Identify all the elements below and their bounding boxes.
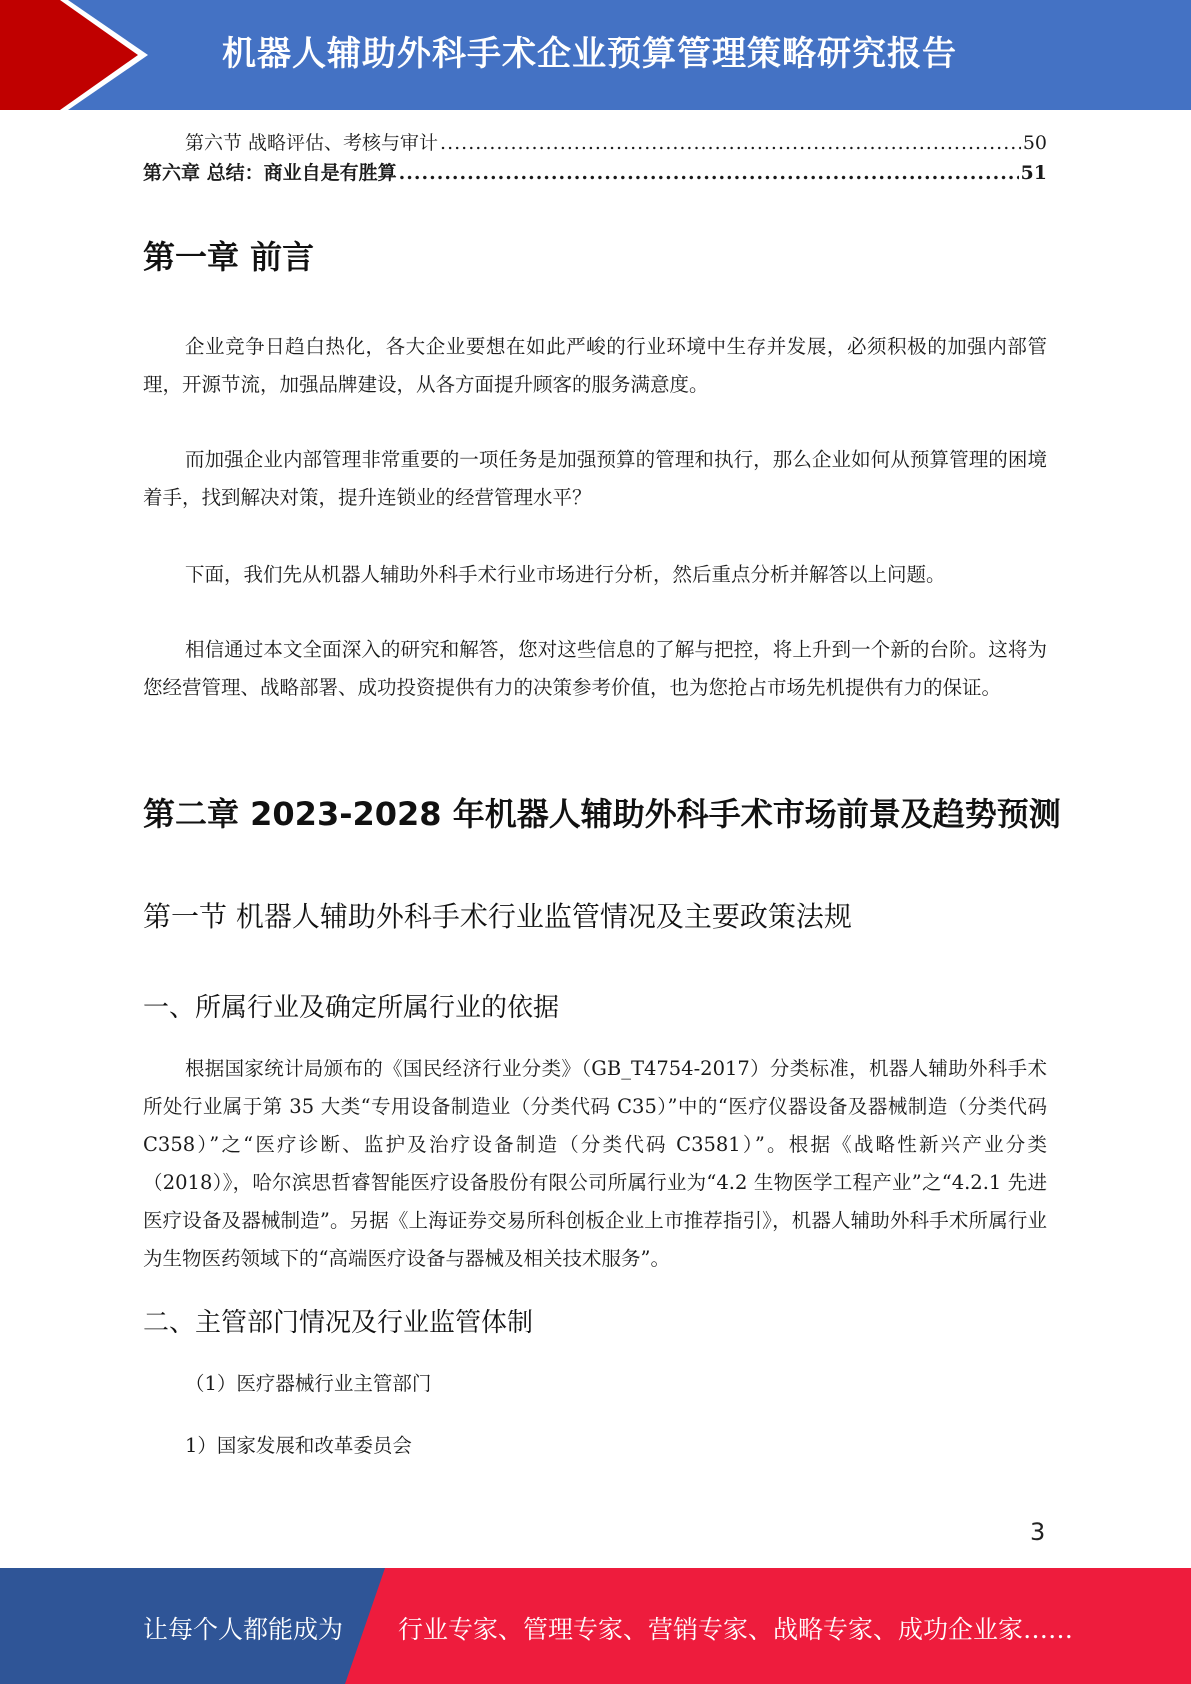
page-footer [0, 1568, 1191, 1684]
toc-item-label: 第六章 总结：商业自是有胜算 [143, 162, 397, 184]
toc-item-label: 第六节 战略评估、考核与审计 [185, 132, 439, 154]
toc-item-section6[interactable] [143, 129, 1047, 157]
page-header [0, 0, 1191, 110]
subsection2-title: 二、主管部门情况及行业监管体制 [143, 1308, 534, 1338]
chapter1-paragraph: 而加强企业内部管理非常重要的一项任务是加强预算的管理和执行，那么企业如何从预算管理的困境着手，找到解决对策，提升连锁业的经营管理水平？ [143, 448, 1047, 509]
header-title: 机器人辅助外科手术企业预算管理策略研究报告 [222, 34, 957, 74]
toc-item-page: 51 [1020, 162, 1047, 184]
subsection1-paragraph: 根据国家统计局颁布的《国民经济行业分类》（GB_T4754-2017）分类标准，机器人辅助外科手术所处行业属于第 35 大类“专用设备制造业（分类代码 C35）”中的“医疗仪器设备及器械制造（分类代码 C358）”之“医疗诊断、监护及治疗设备制造（分类代码 C3581）”。根据《战略性新兴产业分类（2018）》，哈尔滨思哲睿智能医疗设备股份有限公司所属行业为“4.2 生物医学工程产业”之“4.2.1 先进医疗设备及器械制造”。另据《上海证券交易所科创板企业上市推荐指引》，机器人辅助外科手术所属行业为生物医药领域下的“高端医疗设备与器械及相关技术服务”。 [143, 1057, 1047, 1270]
toc-dot-leader [440, 129, 1021, 157]
footer-slogan-right: 行业专家、管理专家、营销专家、战略专家、成功企业家…… [398, 1615, 1074, 1644]
footer-slogan-left: 让每个人都能成为 [143, 1615, 344, 1644]
chapter2-title: 第二章 2023-2028 年机器人辅助外科手术市场前景及趋势预测 [143, 795, 1061, 833]
toc-item-chapter6[interactable] [143, 159, 1047, 187]
chapter1-paragraph: 相信通过本文全面深入的研究和解答，您对这些信息的了解与把控，将上升到一个新的台阶。这将为您经营管理、战略部署、成功投资提供有力的决策参考价值，也为您抢占市场先机提供有力的保证。 [143, 638, 1047, 699]
header-chevron-decoration [0, 0, 160, 110]
toc-dot-leader [399, 159, 1019, 187]
chapter1-paragraph: 企业竞争日趋白热化，各大企业要想在如此严峻的行业环境中生存并发展，必须积极的加强内部管理，开源节流，加强品牌建设，从各方面提升顾客的服务满意度。 [143, 335, 1047, 396]
page-number: 3 [1030, 1518, 1046, 1546]
chapter1-title: 第一章 前言 [143, 238, 315, 276]
chapter1-paragraph: 下面，我们先从机器人辅助外科手术行业市场进行分析，然后重点分析并解答以上问题。 [185, 563, 946, 586]
list-item: 1）国家发展和改革委员会 [185, 1434, 412, 1457]
list-item: （1）医疗器械行业主管部门 [185, 1372, 432, 1395]
subsection1-title: 一、所属行业及确定所属行业的依据 [143, 993, 560, 1023]
toc-item-page: 50 [1022, 132, 1047, 154]
section1-title: 第一节 机器人辅助外科手术行业监管情况及主要政策法规 [143, 900, 852, 933]
